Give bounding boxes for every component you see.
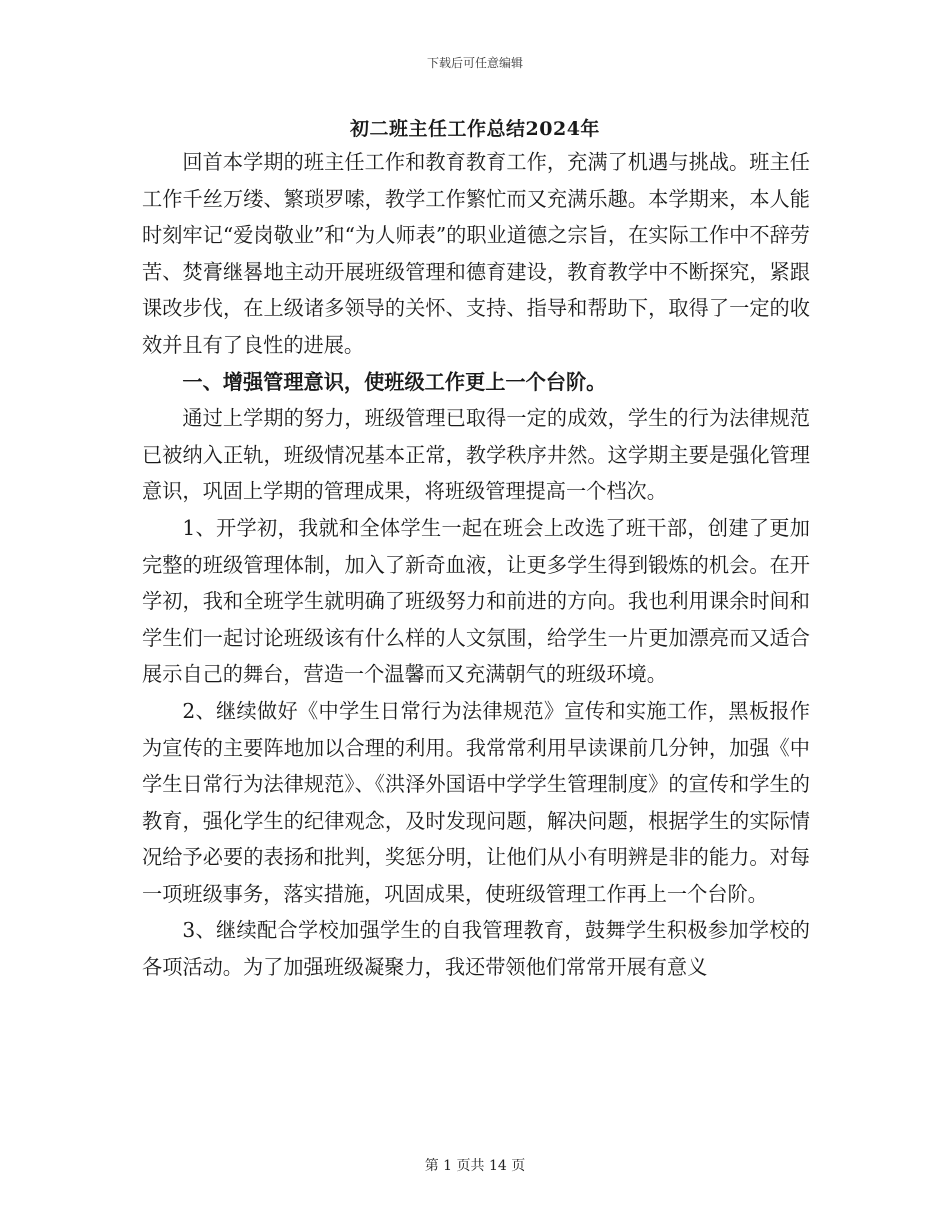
document-title: 初二班主任工作总结2024年 <box>350 118 600 140</box>
section-heading-1: 一、增强管理意识，使班级工作更上一个台阶。 <box>182 369 607 394</box>
header-note: 下载后可任意编辑 <box>426 56 523 70</box>
paragraph-intro: 回首本学期的班主任工作和教育教育工作，充满了机遇与挑战。班主任工作千丝万缕、繁琐罗嗦，教学工作繁忙而又充满乐趣。本学期来，本人能时刻牢记“爱岗敬业”和“为人师表”的职业道德之宗旨，在实际工作中不辞劳苦、焚膏继晷地主动开展班级管理和德育建设，教育教学中不断探究，紧跟课改步伐，在上级诸多领导的关怀、支持、指导和帮助下，取得了一定的收效并且有了良性的进展。 <box>142 150 810 357</box>
paragraph-item-1: 1、开学初，我就和全体学生一起在班会上改选了班干部，创建了更加完整的班级管理体制，加入了新奇血液，让更多学生得到锻炼的机会。在开学初，我和全班学生就明确了班级努力和前进的方向。我也利用课余时间和学生们一起讨论班级该有什么样的人文氛围，给学生一片更加漂亮而又适合展示自己的舞台，营造一个温馨而又充满朝气的班级环境。 <box>142 515 810 687</box>
paragraph-item-2: 2、继续做好《中学生日常行为法律规范》宣传和实施工作，黑板报作为宣传的主要阵地加以合理的利用。我常常利用早读课前几分钟，加强《中学生日常行为法律规范》、《洪泽外国语中学学生管理制度》的宣传和学生的教育，强化学生的纪律观念，及时发现问题，解决问题，根据学生的实际情况给予必要的表扬和批判，奖惩分明，让他们从小有明辨是非的能力。对每一项班级事务，落实措施，巩固成果，使班级管理工作再上一个台阶。 <box>142 698 810 906</box>
paragraph-section-1: 通过上学期的努力，班级管理已取得一定的成效，学生的行为法律规范已被纳入正轨，班级情况基本正常，教学秩序井然。这学期主要是强化管理意识，巩固上学期的管理成果，将班级管理提高一个档次。 <box>142 406 810 504</box>
document-body <box>142 144 810 986</box>
page-footer: 第 1 页共 14 页 <box>424 1158 526 1174</box>
paragraph-item-3: 3、继续配合学校加强学生的自我管理教育，鼓舞学生积极参加学校的各项活动。为了加强班级凝聚力，我还带领他们常常开展有意义 <box>142 918 810 980</box>
